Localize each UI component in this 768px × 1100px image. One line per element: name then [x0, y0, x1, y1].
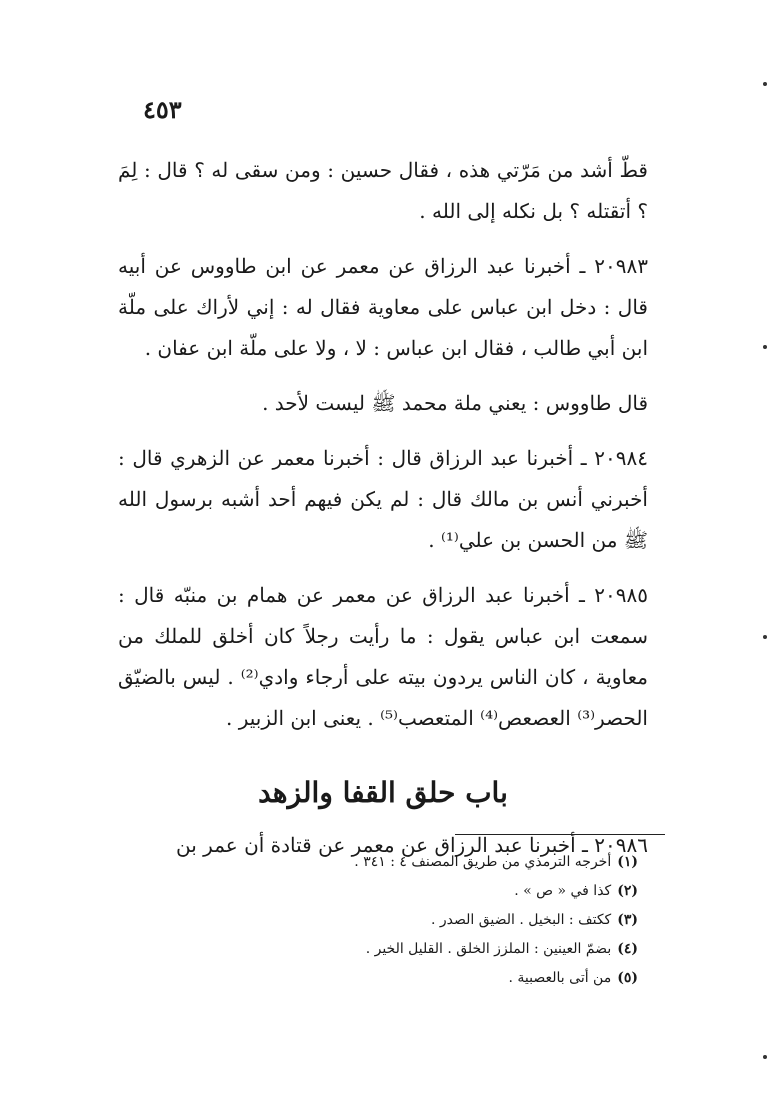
paragraph-continuation: قطّ أشد من مَرّتي هذه ، فقال حسين : ومن سقى له ؟ قال : لِمَ ؟ أتقتله ؟ بل نكله إلى الله . — [118, 158, 648, 223]
paragraph-20984: ٢٠٩٨٤ ـ أخبرنا عبد الرزاق قال : أخبرنا معمر عن الزهري قال : أخبرني أنس بن مالك قال : لم يكن فيهم أحد أشبه برسول الله ﷺ من الحسن بن علي⁽¹⁾ . — [118, 446, 648, 552]
footnote-number: (٣) — [617, 912, 638, 928]
footnote-number: (١) — [617, 854, 638, 870]
footnote-number: (٤) — [617, 941, 638, 957]
paragraph-20986: ٢٠٩٨٦ ـ أخبرنا عبد الرزاق عن معمر عن قتادة أن عمر بن — [176, 833, 648, 857]
footnote-text: بضمّ العينين : الملزز الخلق . القليل الخير . — [365, 941, 612, 957]
footnote-text: ككتف : البخيل . الضيق الصدر . — [430, 912, 612, 928]
footnote-item — [138, 906, 638, 935]
footnote-item — [138, 877, 638, 906]
footnote-text: أخرجه الترمذي من طريق المصنف ٤ : ٣٤١ . — [354, 854, 612, 870]
paragraph-tawus: قال طاووس : يعني ملة محمد ﷺ ليست لأحد . — [262, 391, 648, 415]
footnote-item — [138, 964, 638, 993]
paragraph-20983: ٢٠٩٨٣ ـ أخبرنا عبد الرزاق عن معمر عن ابن طاووس عن أبيه قال : دخل ابن عباس على معاوية فقال له : إني لأراك على ملّة ابن أبي طالب ، فقال ابن عباس : لا ، ولا على ملّة ابن عفان . — [118, 254, 648, 360]
footnote-item — [138, 848, 638, 877]
footnote-text: من أتى بالعصبية . — [508, 970, 612, 986]
footnote-divider — [455, 834, 665, 835]
scan-speck — [763, 1055, 767, 1059]
main-text — [118, 150, 648, 880]
scan-speck — [763, 635, 767, 639]
footnotes-list — [138, 848, 638, 993]
paragraph-20985: ٢٠٩٨٥ ـ أخبرنا عبد الرزاق عن معمر عن همام بن منبّه قال : سمعت ابن عباس يقول : ما رأيت رجلاً كان أخلق للملك من معاوية ، كان الناس يردون بيته على أرجاء وادي⁽²⁾ . ليس بالضيّق الحصر⁽³⁾ العصعص⁽⁴⁾ المتعصب⁽⁵⁾ . يعنى ابن الزبير . — [118, 583, 649, 730]
footnote-item — [138, 935, 638, 964]
footnote-text: كذا في « ص » . — [514, 883, 612, 899]
scan-speck — [763, 345, 767, 349]
scan-speck — [763, 82, 767, 86]
footnote-number: (٥) — [617, 970, 638, 986]
footnote-number: (٢) — [617, 883, 638, 899]
page-number: ٤٥٣ — [143, 95, 182, 124]
section-heading: باب حلق القفا والزهد — [258, 776, 508, 809]
